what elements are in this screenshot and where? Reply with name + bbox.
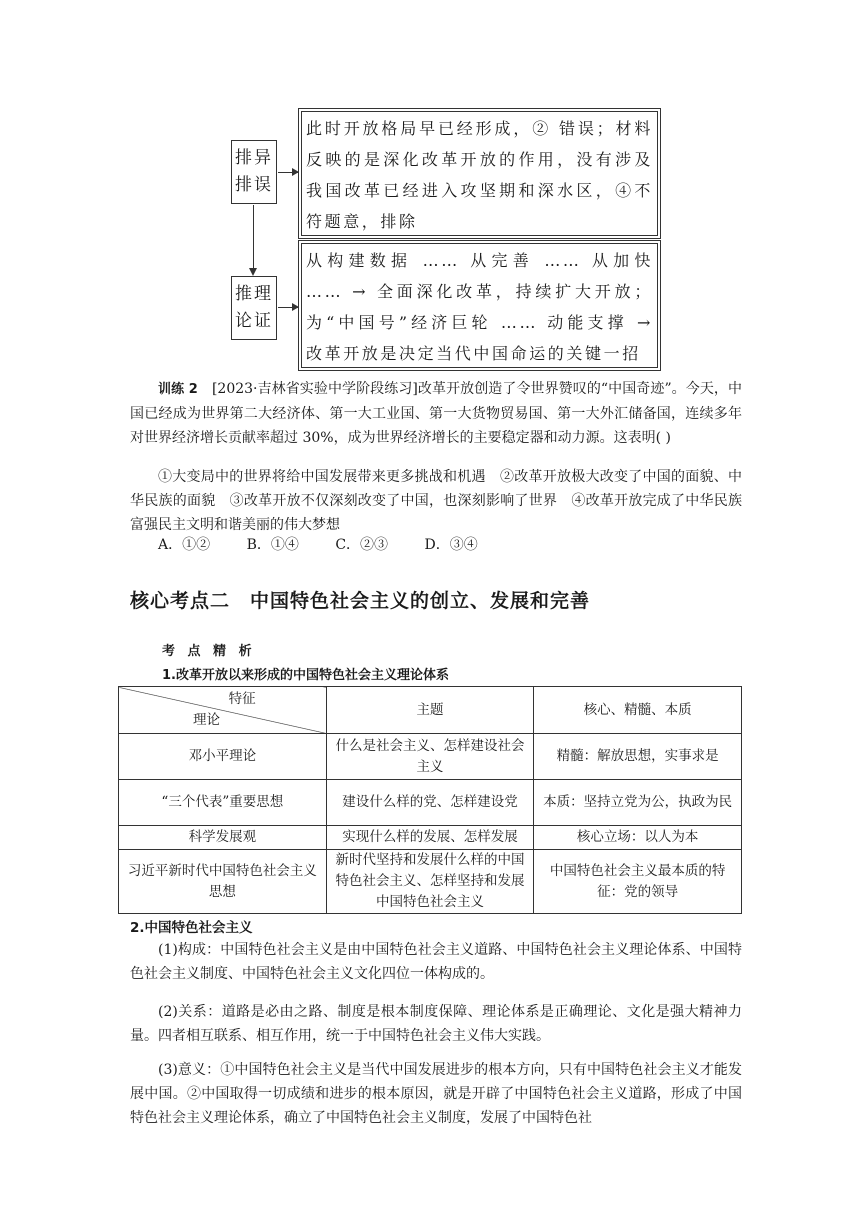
exercise-options	[130, 533, 742, 557]
option-d[interactable]: D．③④	[424, 537, 478, 553]
flow-text-box-2	[298, 240, 661, 371]
header-theme: 主题	[326, 687, 534, 734]
part2-title: 2.中国特色社会主义	[130, 920, 253, 936]
row-core: 中国特色社会主义最本质的特征：党的领导	[534, 850, 742, 914]
exercise-statements: ①大变局中的世界将给中国发展带来更多挑战和机遇 ②改革开放极大改变了中国的面貌、中华民族的面貌 ③改革开放不仅深刻改变了中国，也深刻影响了世界 ④改革开放完成了中华民族富强民主文明和谐美丽的伟大梦想	[130, 469, 742, 533]
part2-p3: (3)意义：①中国特色社会主义是当代中国发展进步的根本方向，只有中国特色社会主义才能发展中国。②中国取得一切成绩和进步的根本原因，就是开辟了中国特色社会主义道路，形成了中国特色社会主义理论体系，确立了中国特色社会主义制度，发展了中国特色社	[130, 1062, 742, 1126]
option-b[interactable]: B．①④	[246, 537, 299, 553]
flow-connector-arrowhead	[249, 268, 257, 276]
table-title: 1.改革开放以来形成的中国特色社会主义理论体系	[162, 668, 449, 683]
row-theme: 新时代坚持和发展什么样的中国特色社会主义、怎样坚持和发展中国特色社会主义	[326, 850, 534, 914]
section-title: 核心考点二 中国特色社会主义的创立、发展和完善	[130, 590, 591, 612]
exercise-stem	[130, 377, 742, 450]
row-core: 精髓：解放思想，实事求是	[534, 734, 742, 780]
table-row	[119, 780, 742, 826]
flow-label-box-2: 推理 论证	[231, 276, 277, 340]
row-core: 核心立场：以人为本	[534, 826, 742, 850]
section-subtitle: 考 点 精 析	[162, 644, 256, 659]
option-c[interactable]: C．②③	[335, 537, 389, 553]
row-theme: 什么是社会主义、怎样建设社会主义	[326, 734, 534, 780]
flow-label-box-1: 排异 排误	[231, 140, 277, 204]
flow-text-box-1	[298, 108, 661, 239]
theory-table	[118, 686, 742, 914]
row-theory: 邓小平理论	[119, 734, 327, 780]
row-theme: 实现什么样的发展、怎样发展	[326, 826, 534, 850]
table-row	[119, 826, 742, 850]
row-theme: 建设什么样的党、怎样建设党	[326, 780, 534, 826]
option-a[interactable]: A．①②	[158, 537, 211, 553]
flow-arrow-2	[278, 307, 298, 308]
row-theory: 科学发展观	[119, 826, 327, 850]
exercise-stem-text: 改革开放创造了令世界赞叹的“中国奇迹”。今天，中国已经成为世界第二大经济体、第一大工业国、第一大货物贸易国、第一大外汇储备国，连续多年对世界经济增长贡献率超过 30%，成为世界经济增长的主要稳定器和动力源。这表明( )	[130, 381, 742, 446]
corner-label-feature: 特征	[228, 691, 256, 707]
corner-label-theory: 理论	[193, 712, 220, 728]
flow-connector-line	[253, 205, 254, 269]
flow-arrow-1	[278, 172, 298, 173]
row-core: 本质：坚持立党为公，执政为民	[534, 780, 742, 826]
exercise-source: [2023·吉林省实验中学阶段练习]	[211, 381, 418, 397]
header-core: 核心、精髓、本质	[534, 687, 742, 734]
table-row	[119, 734, 742, 780]
flow-text-1: 此时开放格局早已经形成，② 错误；材料反映的是深化改革开放的作用，没有涉及我国改革已经进入攻坚期和深水区，④不符题意，排除	[301, 111, 658, 236]
flow-text-2: 从构建数据 …… 从完善 …… 从加快 …… → 全面深化改革，持续扩大开放；为“中国号”经济巨轮 …… 动能支撑 → 改革开放是决定当代中国命运的关键一招	[301, 243, 658, 368]
exercise-label: 训练 2	[158, 382, 198, 397]
row-theory: “三个代表”重要思想	[119, 780, 327, 826]
row-theory: 习近平新时代中国特色社会主义思想	[119, 850, 327, 914]
table-corner-cell	[119, 687, 327, 734]
part2-p2: (2)关系：道路是必由之路、制度是根本制度保障、理论体系是正确理论、文化是强大精神力量。四者相互联系、相互作用，统一于中国特色社会主义伟大实践。	[130, 1004, 742, 1044]
table-header-row	[119, 687, 742, 734]
part2-p1: (1)构成：中国特色社会主义是由中国特色社会主义道路、中国特色社会主义理论体系、中国特色社会主义制度、中国特色社会主义文化四位一体构成的。	[130, 942, 742, 982]
table-row	[119, 850, 742, 914]
